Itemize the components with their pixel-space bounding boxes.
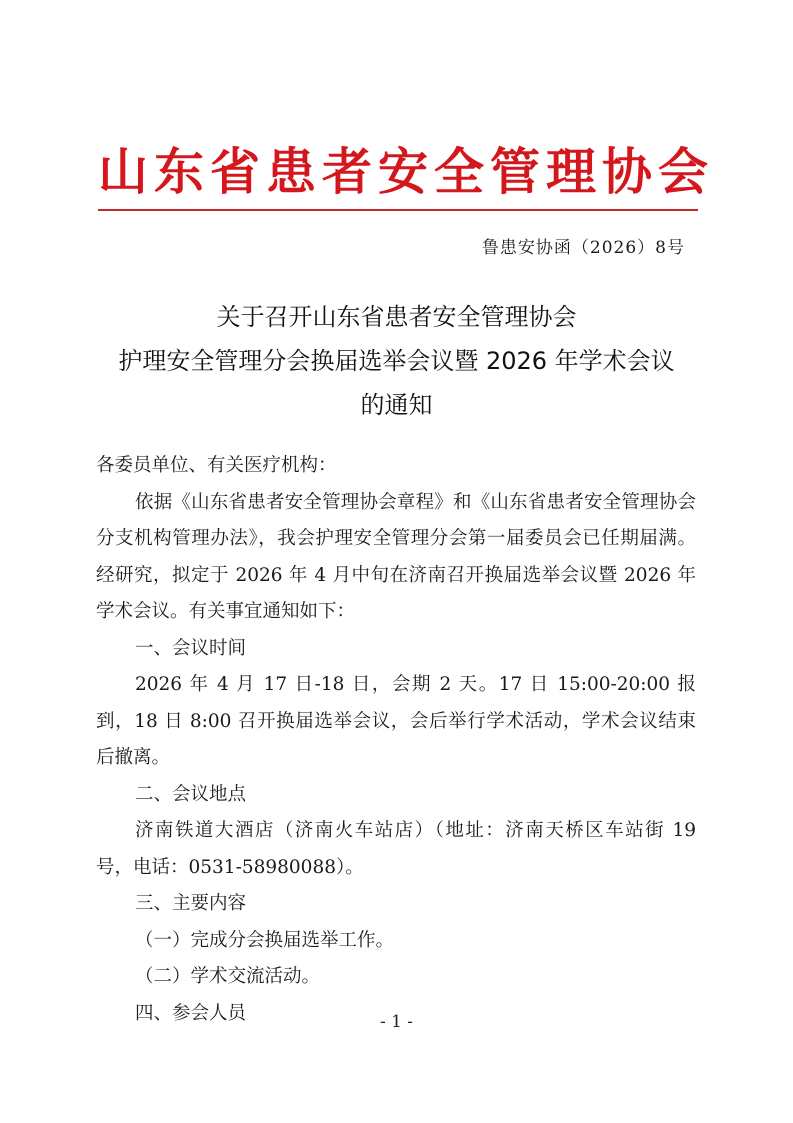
section-time-paragraph: 2026 年 4 月 17 日-18 日，会期 2 天。17 日 15:00-20:00 报到，18 日 8:00 召开换届选举会议，会后举行学术活动，学术会议结束后撤离。 (96, 674, 696, 768)
section-location-paragraph: 济南铁道大酒店（济南火车站店）（地址：济南天桥区车站街 19 号，电话：0531-58980088）。 (96, 820, 696, 878)
letterhead-organization: 山东省患者安全管理协会 (98, 142, 714, 201)
intro-paragraph: 依据《山东省患者安全管理协会章程》和《山东省患者安全管理协会分支机构管理办法》，我会护理安全管理分会第一届委员会已任期届满。经研究，拟定于 2026 年 4 月中旬在济南召开换届选举会议暨 2026 年学术会议。有关事宜通知如下： (96, 491, 696, 622)
section-heading-content: 三、主要内容 (135, 893, 247, 914)
section-heading-location: 二、会议地点 (135, 783, 247, 805)
section-heading-attendees: 四、参会人员 (135, 1002, 247, 1024)
title-line-1: 关于召开山东省患者安全管理协会 (216, 303, 577, 331)
section-content-item-2: （二）学术交流活动。 (135, 966, 321, 987)
title-line-2: 护理安全管理分会换届选举会议暨 2026 年学术会议 (118, 347, 675, 375)
section-content-item-1: （一）完成分会换届选举工作。 (135, 929, 395, 951)
document-number: 鲁患安协函（2026）8号 (481, 238, 685, 258)
section-heading-time: 一、会议时间 (135, 637, 247, 659)
page-number: - 1 - (379, 1012, 414, 1032)
document-body (96, 448, 696, 1032)
salutation: 各委员单位、有关医疗机构： (96, 455, 337, 476)
letterhead-divider (98, 209, 698, 211)
document-title (0, 295, 793, 427)
title-line-3: 的通知 (360, 391, 433, 419)
